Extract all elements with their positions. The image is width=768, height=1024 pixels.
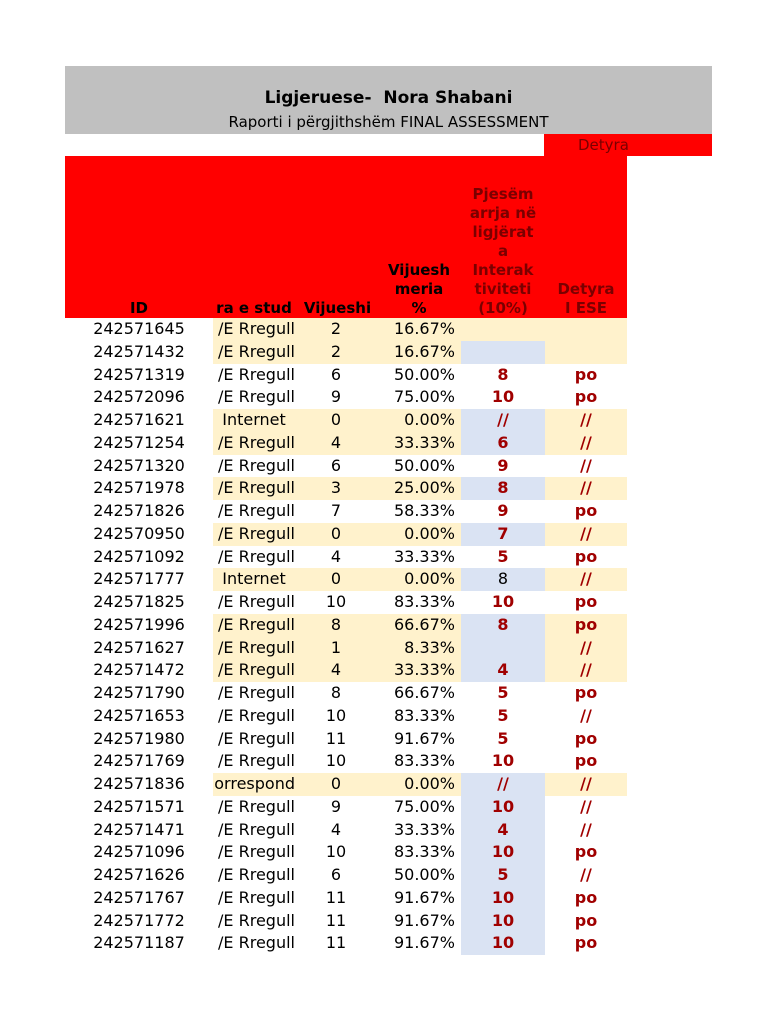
cell-id[interactable]: 242570950 bbox=[93, 523, 185, 543]
table-row[interactable] bbox=[65, 932, 627, 955]
cell-study-type[interactable] bbox=[213, 637, 295, 660]
cell-essay-task[interactable]: // bbox=[580, 478, 592, 498]
cell-attendance-percent[interactable] bbox=[377, 887, 461, 910]
cell-study-type[interactable] bbox=[213, 546, 295, 569]
cell-essay-task[interactable]: po bbox=[574, 910, 598, 930]
cell-attendance-percent[interactable] bbox=[377, 796, 461, 819]
cell-essay-task[interactable]: po bbox=[574, 683, 598, 702]
cell-participation[interactable]: 10 bbox=[491, 933, 515, 953]
cell-attendance-percent-text: 50.00% bbox=[393, 865, 455, 884]
cell-attendance-percent-text: 91.67% bbox=[393, 887, 455, 907]
cell-id[interactable]: 242571571 bbox=[93, 796, 185, 816]
cell-attendance[interactable]: 4 bbox=[330, 432, 342, 452]
cell-essay-task[interactable]: // bbox=[580, 774, 592, 793]
cell-study-type[interactable] bbox=[213, 364, 295, 387]
cell-study-type-text: /E Rregull bbox=[218, 910, 295, 930]
table-row[interactable] bbox=[65, 455, 627, 478]
cell-attendance[interactable]: 9 bbox=[330, 387, 342, 407]
header-line: Interak bbox=[472, 261, 534, 279]
cell-attendance-percent-text: 75.00% bbox=[393, 796, 455, 816]
cell-attendance[interactable]: 11 bbox=[325, 933, 347, 953]
detyra-tab-label: Detyra bbox=[578, 136, 629, 154]
cell-study-type-text: Internet bbox=[222, 410, 286, 429]
header-line: I ESE bbox=[564, 299, 608, 317]
header-line: (10%) bbox=[478, 299, 528, 317]
cell-study-type-text: /E Rregull bbox=[218, 660, 295, 680]
cell-attendance-percent[interactable] bbox=[377, 409, 461, 432]
table-row[interactable] bbox=[65, 682, 627, 705]
cell-attendance[interactable]: 0 bbox=[330, 410, 342, 429]
cell-attendance[interactable]: 11 bbox=[325, 910, 347, 930]
cell-attendance-percent[interactable] bbox=[377, 773, 461, 796]
cell-study-type[interactable] bbox=[213, 523, 295, 546]
cell-study-type[interactable] bbox=[213, 409, 295, 432]
table-row[interactable] bbox=[65, 773, 627, 796]
cell-attendance-percent[interactable] bbox=[377, 659, 461, 682]
cell-study-type-text: /E Rregull bbox=[218, 592, 295, 611]
cell-id[interactable]: 242571653 bbox=[93, 705, 185, 725]
cell-attendance[interactable]: 6 bbox=[330, 455, 342, 475]
cell-study-type-text: /E Rregull bbox=[218, 614, 295, 634]
cell-participation[interactable]: // bbox=[497, 410, 509, 429]
cell-attendance-percent-text: 66.67% bbox=[393, 683, 455, 702]
cell-attendance[interactable]: 3 bbox=[330, 478, 342, 498]
cell-study-type-text: /E Rregull bbox=[218, 887, 295, 907]
cell-attendance-percent[interactable] bbox=[377, 477, 461, 500]
cell-participation[interactable] bbox=[461, 318, 545, 341]
cell-study-type-text: /E Rregull bbox=[218, 523, 295, 543]
cell-id[interactable]: 242571319 bbox=[93, 364, 185, 384]
cell-study-type[interactable] bbox=[213, 841, 295, 864]
cell-attendance-percent[interactable] bbox=[377, 523, 461, 546]
report-subtitle: Raporti i përgjithshëm FINAL ASSESSMENT bbox=[228, 113, 549, 131]
table-row[interactable] bbox=[65, 614, 627, 637]
cell-id[interactable]: 242571320 bbox=[93, 455, 185, 475]
cell-attendance[interactable]: 4 bbox=[330, 660, 342, 680]
cell-study-type[interactable] bbox=[213, 682, 295, 705]
header-attendance[interactable]: Vijueshi bbox=[303, 299, 372, 317]
cell-participation[interactable]: 9 bbox=[497, 501, 509, 520]
cell-essay-task[interactable]: // bbox=[580, 523, 592, 543]
cell-attendance-percent-text: 25.00% bbox=[393, 478, 455, 498]
table-row[interactable] bbox=[65, 728, 627, 751]
table-row[interactable] bbox=[65, 523, 627, 546]
header-line: meria bbox=[394, 280, 444, 298]
cell-attendance[interactable]: 10 bbox=[325, 751, 347, 771]
cell-study-type[interactable] bbox=[213, 932, 295, 955]
cell-attendance[interactable]: 6 bbox=[330, 364, 342, 384]
cell-participation[interactable]: 5 bbox=[497, 865, 509, 884]
cell-essay-task[interactable]: po bbox=[574, 842, 598, 862]
cell-study-type-text: Internet bbox=[222, 569, 286, 589]
cell-attendance-percent-text: 16.67% bbox=[393, 319, 455, 338]
cell-attendance[interactable]: 2 bbox=[330, 341, 342, 361]
header-line: arrja në bbox=[469, 204, 537, 222]
cell-attendance[interactable]: 4 bbox=[330, 546, 342, 566]
table-row[interactable] bbox=[65, 864, 627, 887]
cell-attendance-percent-text: 91.67% bbox=[393, 933, 455, 953]
cell-essay-task[interactable]: // bbox=[580, 569, 592, 589]
cell-participation[interactable]: 5 bbox=[497, 705, 509, 725]
table-row[interactable] bbox=[65, 341, 627, 364]
cell-essay-task[interactable] bbox=[545, 318, 627, 341]
cell-essay-task[interactable]: po bbox=[574, 933, 598, 953]
detyra-tab-band bbox=[544, 134, 712, 156]
cell-attendance-percent[interactable] bbox=[377, 750, 461, 773]
cell-attendance[interactable]: 0 bbox=[330, 523, 342, 543]
cell-attendance-percent-text: 91.67% bbox=[393, 728, 455, 748]
table-row[interactable] bbox=[65, 386, 627, 409]
cell-participation[interactable]: 8 bbox=[497, 569, 509, 589]
table-header bbox=[65, 156, 627, 318]
cell-attendance[interactable]: 10 bbox=[325, 842, 347, 862]
cell-attendance-percent-text: 8.33% bbox=[404, 637, 455, 657]
cell-study-type-text: /E Rregull bbox=[218, 705, 295, 725]
cell-attendance-percent[interactable] bbox=[377, 728, 461, 751]
cell-attendance-percent[interactable] bbox=[377, 841, 461, 864]
cell-essay-task[interactable]: po bbox=[574, 592, 598, 611]
cell-attendance-percent-text: 0.00% bbox=[404, 410, 455, 429]
cell-id[interactable]: 242571645 bbox=[93, 319, 185, 338]
cell-attendance-percent[interactable] bbox=[377, 364, 461, 387]
cell-study-type[interactable] bbox=[213, 887, 295, 910]
cell-id[interactable]: 242572096 bbox=[93, 387, 185, 407]
cell-participation[interactable]: 10 bbox=[491, 387, 515, 407]
cell-study-type-text: /E Rregull bbox=[218, 478, 295, 498]
cell-essay-task[interactable]: // bbox=[580, 796, 592, 816]
cell-attendance-percent[interactable] bbox=[377, 637, 461, 660]
cell-attendance-percent-text: 50.00% bbox=[393, 455, 455, 475]
cell-attendance[interactable]: 6 bbox=[330, 865, 342, 884]
cell-participation[interactable]: 7 bbox=[497, 523, 509, 543]
cell-participation[interactable]: 6 bbox=[497, 432, 509, 452]
cell-participation[interactable]: // bbox=[497, 774, 509, 793]
header-line: tiviteti bbox=[474, 280, 532, 298]
cell-essay-task[interactable]: po bbox=[574, 387, 598, 407]
cell-id[interactable]: 242571836 bbox=[93, 774, 185, 793]
cell-id[interactable]: 242571767 bbox=[93, 887, 185, 907]
cell-study-type[interactable] bbox=[213, 500, 295, 523]
cell-participation[interactable]: 4 bbox=[497, 819, 509, 839]
cell-essay-task[interactable]: po bbox=[574, 728, 598, 748]
cell-attendance[interactable]: 8 bbox=[330, 683, 342, 702]
cell-id[interactable]: 242571825 bbox=[93, 592, 185, 611]
cell-participation[interactable]: 9 bbox=[497, 455, 509, 475]
cell-attendance-percent[interactable] bbox=[377, 318, 461, 341]
cell-id[interactable]: 242571777 bbox=[93, 569, 185, 589]
cell-essay-task[interactable]: // bbox=[580, 660, 592, 680]
cell-essay-task[interactable]: // bbox=[580, 865, 592, 884]
table-row[interactable] bbox=[65, 887, 627, 910]
cell-study-type[interactable] bbox=[213, 659, 295, 682]
cell-attendance[interactable]: 10 bbox=[325, 705, 347, 725]
cell-study-type[interactable] bbox=[213, 750, 295, 773]
cell-essay-task[interactable]: po bbox=[574, 364, 598, 384]
cell-study-type-text: /E Rregull bbox=[218, 865, 295, 884]
cell-attendance[interactable]: 1 bbox=[330, 637, 342, 657]
table-row[interactable] bbox=[65, 546, 627, 569]
cell-study-type-text: /E Rregull bbox=[218, 455, 295, 475]
cell-study-type[interactable] bbox=[213, 455, 295, 478]
table-row[interactable] bbox=[65, 568, 627, 591]
cell-participation[interactable]: 4 bbox=[497, 660, 509, 680]
header-essay-task[interactable] bbox=[545, 280, 627, 318]
cell-id[interactable]: 242571254 bbox=[93, 432, 185, 452]
cell-attendance[interactable]: 0 bbox=[330, 569, 342, 589]
cell-attendance-percent[interactable] bbox=[377, 546, 461, 569]
cell-attendance[interactable]: 8 bbox=[330, 614, 342, 634]
cell-attendance-percent[interactable] bbox=[377, 910, 461, 933]
cell-study-type[interactable] bbox=[213, 705, 295, 728]
cell-attendance-percent-text: 91.67% bbox=[393, 910, 455, 930]
cell-id[interactable]: 242571096 bbox=[93, 842, 185, 862]
cell-attendance[interactable]: 11 bbox=[325, 728, 347, 748]
cell-study-type-text: orrespond bbox=[214, 774, 295, 793]
cell-study-type[interactable] bbox=[213, 568, 295, 591]
cell-attendance-percent-text: 50.00% bbox=[393, 364, 455, 384]
cell-study-type-text: /E Rregull bbox=[218, 432, 295, 452]
table-row[interactable] bbox=[65, 432, 627, 455]
cell-study-type[interactable] bbox=[213, 728, 295, 751]
cell-study-type-text: /E Rregull bbox=[218, 319, 295, 338]
cell-attendance-percent[interactable] bbox=[377, 500, 461, 523]
cell-study-type-text: /E Rregull bbox=[218, 501, 295, 520]
cell-participation[interactable]: 8 bbox=[497, 478, 509, 498]
cell-participation[interactable]: 10 bbox=[491, 592, 515, 611]
cell-essay-task[interactable] bbox=[545, 341, 627, 364]
cell-study-type-text: /E Rregull bbox=[218, 728, 295, 748]
cell-study-type-text: /E Rregull bbox=[218, 364, 295, 384]
cell-id[interactable]: 242571790 bbox=[93, 683, 185, 702]
cell-attendance[interactable]: 0 bbox=[330, 774, 342, 793]
header-line: ligjërat bbox=[472, 223, 534, 241]
cell-attendance-percent-text: 75.00% bbox=[393, 387, 455, 407]
cell-id[interactable]: 242571471 bbox=[93, 819, 185, 839]
cell-id[interactable]: 242571092 bbox=[93, 546, 185, 566]
header-id[interactable]: ID bbox=[129, 299, 149, 317]
cell-study-type[interactable] bbox=[213, 341, 295, 364]
cell-essay-task[interactable]: po bbox=[574, 501, 598, 520]
cell-participation[interactable]: 10 bbox=[491, 910, 515, 930]
table-row[interactable] bbox=[65, 637, 627, 660]
cell-participation[interactable]: 5 bbox=[497, 546, 509, 566]
cell-attendance[interactable]: 11 bbox=[325, 887, 347, 907]
cell-attendance-percent-text: 33.33% bbox=[393, 660, 455, 680]
cell-attendance-percent[interactable] bbox=[377, 591, 461, 614]
cell-attendance[interactable]: 9 bbox=[330, 796, 342, 816]
cell-attendance-percent-text: 83.33% bbox=[393, 705, 455, 725]
cell-attendance-percent[interactable] bbox=[377, 614, 461, 637]
table-row[interactable] bbox=[65, 318, 627, 341]
cell-attendance-percent-text: 33.33% bbox=[393, 819, 455, 839]
cell-id[interactable]: 242571621 bbox=[93, 410, 185, 429]
cell-attendance-percent-text: 16.67% bbox=[393, 341, 455, 361]
cell-attendance-percent-text: 0.00% bbox=[404, 774, 455, 793]
cell-participation[interactable] bbox=[461, 341, 545, 364]
table-body bbox=[65, 318, 627, 955]
cell-study-type[interactable] bbox=[213, 318, 295, 341]
cell-attendance[interactable]: 7 bbox=[330, 501, 342, 520]
cell-attendance-percent[interactable] bbox=[377, 386, 461, 409]
header-line: Vijuesh bbox=[387, 261, 451, 279]
cell-study-type[interactable] bbox=[213, 591, 295, 614]
cell-id[interactable]: 242571626 bbox=[93, 865, 185, 884]
header-line: % bbox=[411, 299, 427, 317]
header-attendance-percent[interactable] bbox=[377, 261, 461, 318]
cell-attendance-percent[interactable] bbox=[377, 455, 461, 478]
cell-essay-task[interactable]: // bbox=[580, 819, 592, 839]
cell-id[interactable]: 242571980 bbox=[93, 728, 185, 748]
cell-study-type[interactable] bbox=[213, 910, 295, 933]
cell-study-type[interactable] bbox=[213, 386, 295, 409]
cell-essay-task[interactable]: // bbox=[580, 432, 592, 452]
header-participation[interactable] bbox=[461, 185, 545, 318]
header-line: a bbox=[497, 242, 509, 260]
cell-attendance-percent-text: 66.67% bbox=[393, 614, 455, 634]
cell-attendance-percent-text: 58.33% bbox=[393, 501, 455, 520]
cell-id[interactable]: 242571826 bbox=[93, 501, 185, 520]
cell-essay-task[interactable]: // bbox=[580, 637, 592, 657]
table-row[interactable] bbox=[65, 364, 627, 387]
table-row[interactable] bbox=[65, 409, 627, 432]
lecturer-title: Ligjeruese- Nora Shabani bbox=[264, 88, 513, 108]
cell-attendance-percent[interactable] bbox=[377, 568, 461, 591]
cell-participation[interactable]: 10 bbox=[491, 751, 515, 771]
cell-essay-task[interactable]: po bbox=[574, 546, 598, 566]
cell-attendance[interactable]: 4 bbox=[330, 819, 342, 839]
cell-id[interactable]: 242571432 bbox=[93, 341, 185, 361]
cell-study-type-text: /E Rregull bbox=[218, 819, 295, 839]
cell-study-type-text: /E Rregull bbox=[218, 751, 295, 771]
table-row[interactable] bbox=[65, 819, 627, 842]
cell-study-type[interactable] bbox=[213, 819, 295, 842]
table-row[interactable] bbox=[65, 910, 627, 933]
cell-participation[interactable]: 10 bbox=[491, 796, 515, 816]
cell-study-type-text: /E Rregull bbox=[218, 842, 295, 862]
cell-study-type-text: /E Rregull bbox=[218, 341, 295, 361]
cell-study-type[interactable] bbox=[213, 614, 295, 637]
cell-attendance-percent-text: 33.33% bbox=[393, 432, 455, 452]
cell-id[interactable]: 242571772 bbox=[93, 910, 185, 930]
header-line: Detyra bbox=[557, 280, 615, 298]
table-row[interactable] bbox=[65, 659, 627, 682]
cell-study-type-text: /E Rregull bbox=[218, 683, 295, 702]
cell-study-type[interactable] bbox=[213, 864, 295, 887]
cell-participation[interactable]: 10 bbox=[491, 887, 515, 907]
cell-participation[interactable]: 8 bbox=[497, 364, 509, 384]
cell-attendance-percent[interactable] bbox=[377, 819, 461, 842]
table-row[interactable] bbox=[65, 477, 627, 500]
cell-id[interactable]: 242571769 bbox=[93, 751, 185, 771]
cell-attendance-percent[interactable] bbox=[377, 705, 461, 728]
cell-attendance-percent-text: 83.33% bbox=[393, 751, 455, 771]
cell-attendance-percent-text: 33.33% bbox=[393, 546, 455, 566]
cell-study-type[interactable] bbox=[213, 432, 295, 455]
header-line: Pjesëm bbox=[472, 185, 534, 203]
cell-essay-task[interactable]: po bbox=[574, 614, 598, 634]
cell-attendance-percent[interactable] bbox=[377, 682, 461, 705]
cell-participation[interactable]: 10 bbox=[491, 842, 515, 862]
cell-study-type[interactable] bbox=[213, 796, 295, 819]
table-row[interactable] bbox=[65, 750, 627, 773]
cell-id[interactable]: 242571627 bbox=[93, 637, 185, 657]
cell-essay-task[interactable]: // bbox=[580, 705, 592, 725]
cell-attendance[interactable]: 10 bbox=[325, 592, 347, 611]
table-row[interactable] bbox=[65, 591, 627, 614]
cell-study-type-text: /E Rregull bbox=[218, 387, 295, 407]
cell-attendance[interactable]: 2 bbox=[330, 319, 342, 338]
cell-study-type-text: /E Rregull bbox=[218, 546, 295, 566]
cell-participation[interactable]: 5 bbox=[497, 728, 509, 748]
cell-id[interactable]: 242571472 bbox=[93, 660, 185, 680]
table-row[interactable] bbox=[65, 796, 627, 819]
cell-participation[interactable]: 5 bbox=[497, 683, 509, 702]
cell-id[interactable]: 242571187 bbox=[93, 933, 185, 953]
cell-essay-task[interactable]: // bbox=[580, 455, 592, 475]
cell-attendance-percent-text: 0.00% bbox=[404, 569, 455, 589]
cell-attendance-percent-text: 0.00% bbox=[404, 523, 455, 543]
cell-participation[interactable]: 8 bbox=[497, 614, 509, 634]
cell-attendance-percent-text: 83.33% bbox=[393, 592, 455, 611]
cell-attendance-percent[interactable] bbox=[377, 341, 461, 364]
header-study-type[interactable]: ra e stud bbox=[216, 299, 292, 317]
cell-study-type-text: /E Rregull bbox=[218, 933, 295, 953]
cell-study-type[interactable] bbox=[213, 477, 295, 500]
cell-attendance-percent-text: 83.33% bbox=[393, 842, 455, 862]
cell-study-type-text: /E Rregull bbox=[218, 637, 295, 657]
cell-essay-task[interactable]: po bbox=[574, 751, 598, 771]
cell-study-type[interactable] bbox=[213, 773, 295, 796]
cell-study-type-text: /E Rregull bbox=[218, 796, 295, 816]
cell-attendance-percent[interactable] bbox=[377, 432, 461, 455]
cell-attendance-percent[interactable] bbox=[377, 932, 461, 955]
cell-id[interactable]: 242571978 bbox=[93, 478, 185, 498]
cell-essay-task[interactable]: po bbox=[574, 887, 598, 907]
table-row[interactable] bbox=[65, 705, 627, 728]
cell-participation[interactable] bbox=[461, 637, 545, 660]
cell-id[interactable]: 242571996 bbox=[93, 614, 185, 634]
table-row[interactable] bbox=[65, 841, 627, 864]
table-row[interactable] bbox=[65, 500, 627, 523]
cell-attendance-percent[interactable] bbox=[377, 864, 461, 887]
cell-essay-task[interactable]: // bbox=[580, 410, 592, 429]
